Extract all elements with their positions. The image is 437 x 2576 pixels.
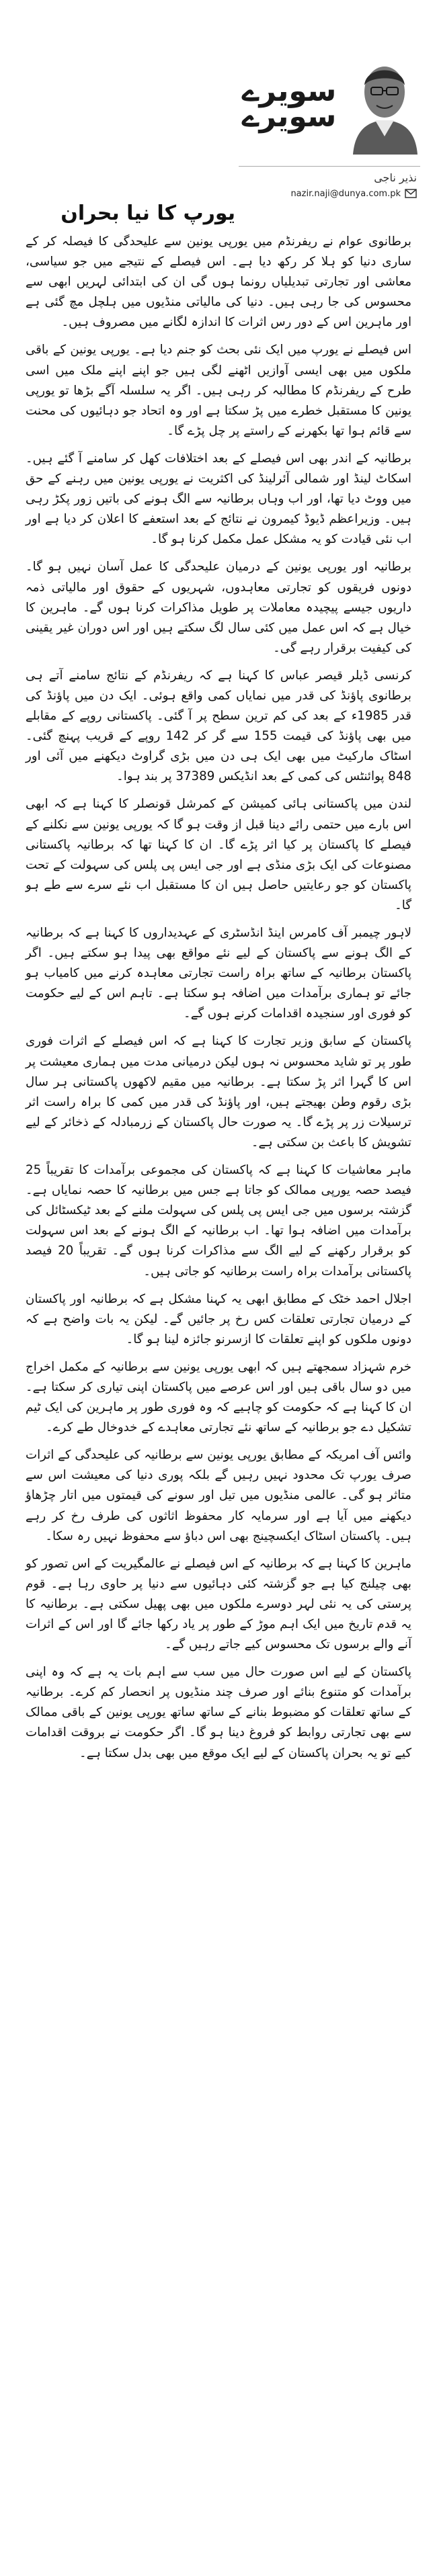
paragraph: برطانیہ کے اندر بھی اس فیصلے کے بعد اختلافات کھل کر سامنے آ گئے ہیں۔ اسکاٹ لینڈ اور شمالی آئرلینڈ کی اکثریت نے یورپی یونین میں رہنے کے حق میں ووٹ دیا تھا، اور اب وہاں برطانیہ سے الگ ہونے کی باتیں زور پکڑ رہی ہیں۔ وزیراعظم ڈیوڈ کیمرون نے نتائج کے بعد استعفے کا اعلان کر دیا ہے اور اب نئی قیادت کو یہ مشکل عمل مکمل کرنا ہو گا۔: [26, 451, 411, 547]
author-email-row: [242, 187, 417, 200]
column-logo-line2: سویرے: [241, 99, 337, 134]
paragraph: خرم شہزاد سمجھتے ہیں کہ ابھی یورپی یونین سے برطانیہ کے مکمل اخراج میں دو سال باقی ہیں اور اس عرصے میں پاکستان اپنی تیاری کر سکتا ہے۔ ان کا کہنا ہے کہ حکومت کو چاہیے کہ وہ فوری طور پر ماہرین کی ایک ٹیم تشکیل دے جو برطانیہ کے ساتھ نئے تجارتی معاہدے کے خدوخال طے کرے۔: [26, 1359, 411, 1435]
paragraph: ماہر معاشیات کا کہنا ہے کہ پاکستان کی مجموعی برآمدات کا تقریباً 25 فیصد حصہ یورپی ممالک کو جاتا ہے جس میں برطانیہ کا حصہ نمایاں ہے۔ گزشتہ برسوں میں جی ایس پی پلس کی سہولت ملنے کے بعد ٹیکسٹائل کی برآمدات میں اضافہ ہوا تھا۔ اب برطانیہ کے الگ ہونے کے بعد اس سہولت کو برقرار رکھنے کے لیے الگ سے مذاکرات کرنا ہوں گے۔ تقریباً 20 فیصد پاکستانی برآمدات براہ راست برطانیہ کو جاتی ہیں۔: [26, 1163, 411, 1279]
paragraph: اس فیصلے نے یورپ میں ایک نئی بحث کو جنم دیا ہے۔ یورپی یونین کے باقی ملکوں میں بھی ایسی آوازیں اٹھنے لگی ہیں جو اپنے اپنے ملک میں اسی طرح کے ریفرنڈم کا مطالبہ کر رہی ہیں۔ اگر یہ سلسلہ آگے بڑھا تو یورپی یونین کا مستقبل خطرے میں پڑ سکتا ہے اور وہ اتحاد جو دہائیوں کی محنت سے قائم ہوا تھا بکھرنے کے راستے پر چل پڑے گا۔: [26, 343, 411, 438]
author-portrait: [350, 50, 420, 155]
column-headline: یورپ کا نیا بحران: [61, 202, 235, 225]
paragraph: لاہور چیمبر آف کامرس اینڈ انڈسٹری کے عہدیداروں کا کہنا ہے کہ برطانیہ کے الگ ہونے سے پاکستان کے لیے نئے مواقع بھی پیدا ہو سکتے ہیں۔ اگر پاکستان برطانیہ کے ساتھ براہ راست تجارتی معاہدہ کرنے میں کامیاب ہو جائے تو ہماری برآمدات میں اضافہ ہو سکتا ہے۔ تاہم اس کے لیے حکومت کو فوری اور سنجیدہ اقدامات کرنے ہوں گے۔: [26, 926, 411, 1021]
paragraph: برطانیہ اور یورپی یونین کے درمیان علیحدگی کا عمل آسان نہیں ہو گا۔ دونوں فریقوں کو تجارتی معاہدوں، شہریوں کے حقوق اور مالیاتی ذمہ داریوں جیسے پیچیدہ معاملات پر طویل مذاکرات کرنا ہوں گے۔ ماہرین کا خیال ہے کہ اس عمل میں کئی سال لگ سکتے ہیں اور اس دوران غیر یقینی کی کیفیت برقرار رہے گی۔: [26, 560, 411, 655]
author-name: نذیر ناجی: [374, 171, 417, 184]
paragraph: کرنسی ڈیلر قیصر عباس کا کہنا ہے کہ ریفرنڈم کے نتائج سامنے آتے ہی برطانوی پاؤنڈ کی قدر میں نمایاں کمی واقع ہوئی۔ ایک دن میں پاؤنڈ کی قدر 1985ء کے بعد کی کم ترین سطح پر آ گئی۔ پاکستانی روپے کے مقابلے میں بھی پاؤنڈ کی قیمت 155 سے گر کر 142 روپے کے قریب پہنچ گئی۔ اسٹاک مارکیٹ میں بھی ایک ہی دن میں بڑی گراوٹ دیکھنے میں آئی اور 848 پوائنٹس کی کمی کے بعد انڈیکس 37389 پر بند ہوا۔: [26, 668, 411, 784]
column-logo: [232, 64, 346, 144]
paragraph: وائس آف امریکہ کے مطابق یورپی یونین سے برطانیہ کی علیحدگی کے اثرات صرف یورپ تک محدود نہیں رہیں گے بلکہ پوری دنیا کی معیشت اس سے متاثر ہو گی۔ عالمی منڈیوں میں تیل اور سونے کی قیمتوں میں اتار چڑھاؤ دیکھنے میں آیا ہے اور سرمایہ کار محفوظ اثاثوں کی طرف رخ کر رہے ہیں۔ پاکستان اسٹاک ایکسچینج بھی اس دباؤ سے محفوظ نہیں رہ سکا۔: [26, 1448, 411, 1543]
header-divider: [239, 166, 420, 167]
paragraph: پاکستان کے لیے اس صورت حال میں سب سے اہم بات یہ ہے کہ وہ اپنی برآمدات کو متنوع بنائے اور صرف چند منڈیوں پر انحصار کم کرے۔ برطانیہ کے ساتھ تعلقات کو مضبوط بنانے کے ساتھ ساتھ یورپی یونین کے باقی ممالک سے بھی تجارتی روابط کو فروغ دینا ہو گا۔ اگر حکومت نے بروقت اقدامات کیے تو یہ بحران پاکستان کے لیے ایک موقع میں بھی بدل سکتا ہے۔: [26, 1665, 411, 1760]
column-logo-line1: سویرے: [241, 74, 337, 108]
paragraph: پاکستان کے سابق وزیر تجارت کا کہنا ہے کہ اس فیصلے کے اثرات فوری طور پر تو شاید محسوس نہ ہوں لیکن درمیانی مدت میں ہماری معیشت پر اس کا گہرا اثر پڑ سکتا ہے۔ برطانیہ میں مقیم لاکھوں پاکستانی ہر سال بڑی رقوم وطن بھیجتے ہیں، اور پاؤنڈ کی قدر میں کمی کا براہ راست اثر ترسیلات زر پر پڑے گا۔ یہ صورت حال پاکستان کے زرمبادلہ کے ذخائر کے لیے تشویش کا باعث بن سکتی ہے۔: [26, 1034, 411, 1150]
paragraph: لندن میں پاکستانی ہائی کمیشن کے کمرشل قونصلر کا کہنا ہے کہ ابھی اس بارے میں حتمی رائے دینا قبل از وقت ہو گا کہ یورپی یونین سے نکلنے کے فیصلے کا پاکستان پر کیا اثر پڑے گا۔ ان کا کہنا تھا کہ برطانیہ پاکستانی مصنوعات کی ایک بڑی منڈی ہے اور جی ایس پی پلس کی سہولت کے تحت پاکستان کو جو رعایتیں حاصل ہیں ان کا مستقبل اب نئے سرے سے طے ہو گا۔: [26, 797, 411, 912]
mail-icon: [405, 189, 417, 198]
paragraph: برطانوی عوام نے ریفرنڈم میں یورپی یونین سے علیحدگی کا فیصلہ کر کے ساری دنیا کو ہلا کر رکھ دیا ہے۔ اس فیصلے کے نتیجے میں جو سیاسی، معاشی اور تجارتی تبدیلیاں رونما ہوں گی ان کی ابتدائی لہریں ابھی سے محسوس کی جا رہی ہیں۔ دنیا کی مالیاتی منڈیوں میں ہلچل مچ گئی ہے اور ماہرین اس کے دور رس اثرات کا اندازہ لگانے میں مصروف ہیں۔: [26, 234, 411, 330]
paragraph: اجلال احمد خٹک کے مطابق ابھی یہ کہنا مشکل ہے کہ برطانیہ اور پاکستان کے درمیان تجارتی تعلقات کس رخ پر جائیں گے۔ لیکن یہ بات واضح ہے کہ دونوں ملکوں کو اپنے تعلقات کا ازسرنو جائزہ لینا ہو گا۔: [26, 1291, 411, 1346]
column-header: [0, 0, 437, 225]
author-email[interactable]: nazir.naji@dunya.com.pk: [290, 188, 401, 199]
column-body: [26, 232, 411, 1771]
paragraph: ماہرین کا کہنا ہے کہ برطانیہ کے اس فیصلے نے عالمگیریت کے اس تصور کو بھی چیلنج کیا ہے جو گزشتہ کئی دہائیوں سے دنیا پر حاوی رہا ہے۔ قوم پرستی کی یہ نئی لہر دوسرے ملکوں میں بھی پھیل سکتی ہے۔ برطانیہ کا یہ قدم تاریخ میں ایک اہم موڑ کے طور پر یاد رکھا جائے گا اور اس کے اثرات آنے والے برسوں تک محسوس کیے جاتے رہیں گے۔: [26, 1556, 411, 1652]
